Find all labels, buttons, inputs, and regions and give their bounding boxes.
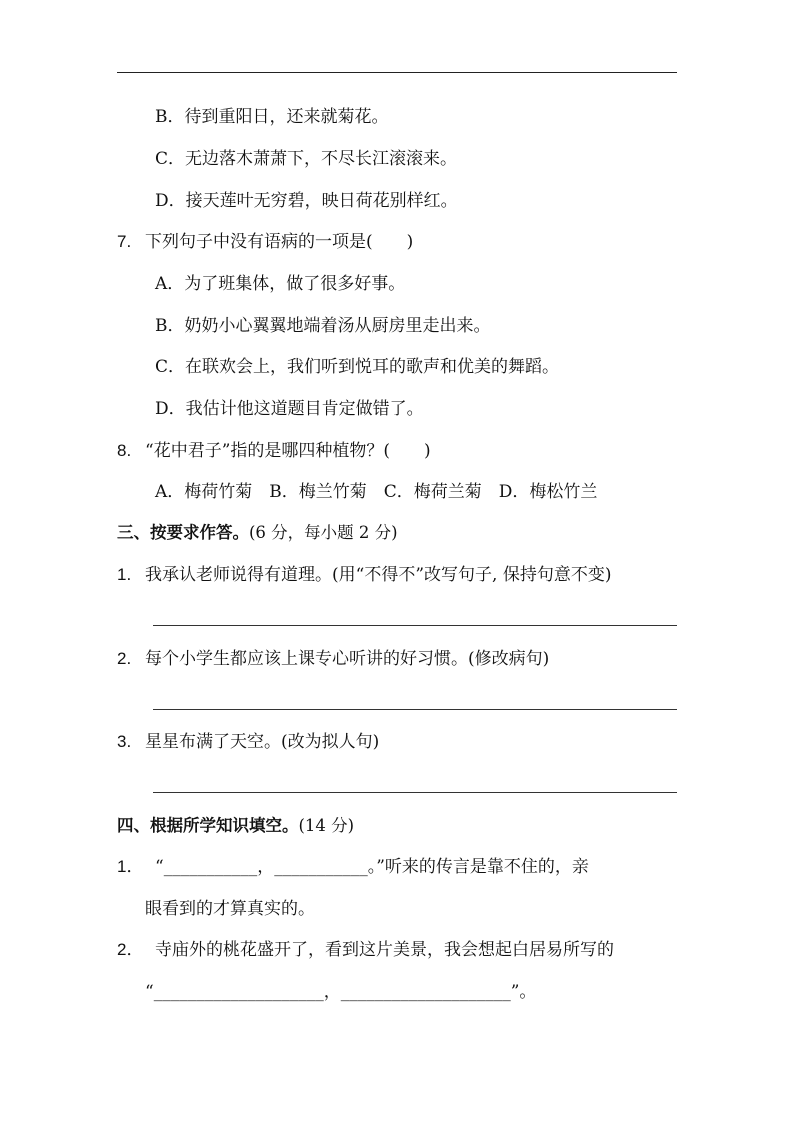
q8-text: “花中君子”指的是哪四种植物？( ) xyxy=(145,441,431,461)
q7-text: 下列句子中没有语病的一项是( ) xyxy=(145,232,414,252)
s3-q3 xyxy=(0,727,793,757)
s3-q2 xyxy=(0,644,793,674)
q7-option-b: B．奶奶小心翼翼地端着汤从厨房里走出来。 xyxy=(155,316,491,336)
section3-score: (6 分，每小题 2 分) xyxy=(249,523,398,542)
q7-number: 7. xyxy=(117,232,132,251)
section3-heading xyxy=(0,518,793,548)
section3-title: 三、按要求作答。 xyxy=(117,523,249,542)
section4-heading xyxy=(0,811,793,841)
s3-q1-number: 1. xyxy=(117,565,132,584)
q8-choices: A．梅荷竹菊 B．梅兰竹菊 C．梅荷兰菊 D．梅松竹兰 xyxy=(155,482,598,502)
s3-q1 xyxy=(0,560,793,590)
s4-q1-text: “___________，___________。”听来的传言是靠不住的，亲 xyxy=(155,857,589,877)
s4-q1-line1 xyxy=(0,852,793,882)
s3-q3-text: 星星布满了天空。(改为拟人句) xyxy=(145,732,380,752)
q7-question xyxy=(0,227,793,257)
s4-q2-text: 寺庙外的桃花盛开了，看到这片美景，我会想起白居易所写的 xyxy=(155,940,614,960)
s3-q3-answer-line[interactable] xyxy=(153,792,677,793)
s4-q1-number: 1． xyxy=(117,857,144,876)
s3-q2-answer-line[interactable] xyxy=(153,709,677,710)
s4-q2-line1 xyxy=(0,935,793,965)
q8-question xyxy=(0,436,793,466)
s4-q2-number: 2． xyxy=(117,940,144,959)
q7-option-a: A．为了班集体，做了很多好事。 xyxy=(155,274,406,294)
q7-option-c: C．在联欢会上，我们听到悦耳的歌声和优美的舞蹈。 xyxy=(155,357,560,377)
q8-number: 8. xyxy=(117,441,132,460)
s3-q1-answer-line[interactable] xyxy=(153,625,677,626)
q7-option-d: D．我估计他这道题目肯定做错了。 xyxy=(155,399,424,419)
q6-option-d: D．接天莲叶无穷碧，映日荷花别样红。 xyxy=(155,191,458,211)
s4-q1-line2: 眼看到的才算真实的。 xyxy=(145,899,315,919)
q6-option-c: C．无边落木萧萧下，不尽长江滚滚来。 xyxy=(155,149,458,169)
section4-score: (14 分) xyxy=(298,816,355,835)
s3-q1-text: 我承认老师说得有道理。(用“不得不”改写句子, 保持句意不变) xyxy=(145,565,612,585)
q6-option-b: B．待到重阳日，还来就菊花。 xyxy=(155,107,389,127)
section4-title: 四、根据所学知识填空。 xyxy=(117,816,299,835)
header-rule xyxy=(117,72,677,73)
s3-q3-number: 3. xyxy=(117,732,132,751)
s3-q2-number: 2. xyxy=(117,649,132,668)
s3-q2-text: 每个小学生都应该上课专心听讲的好习惯。(修改病句) xyxy=(145,649,550,669)
s4-q2-line2: “____________________，____________________”。 xyxy=(145,982,537,1002)
